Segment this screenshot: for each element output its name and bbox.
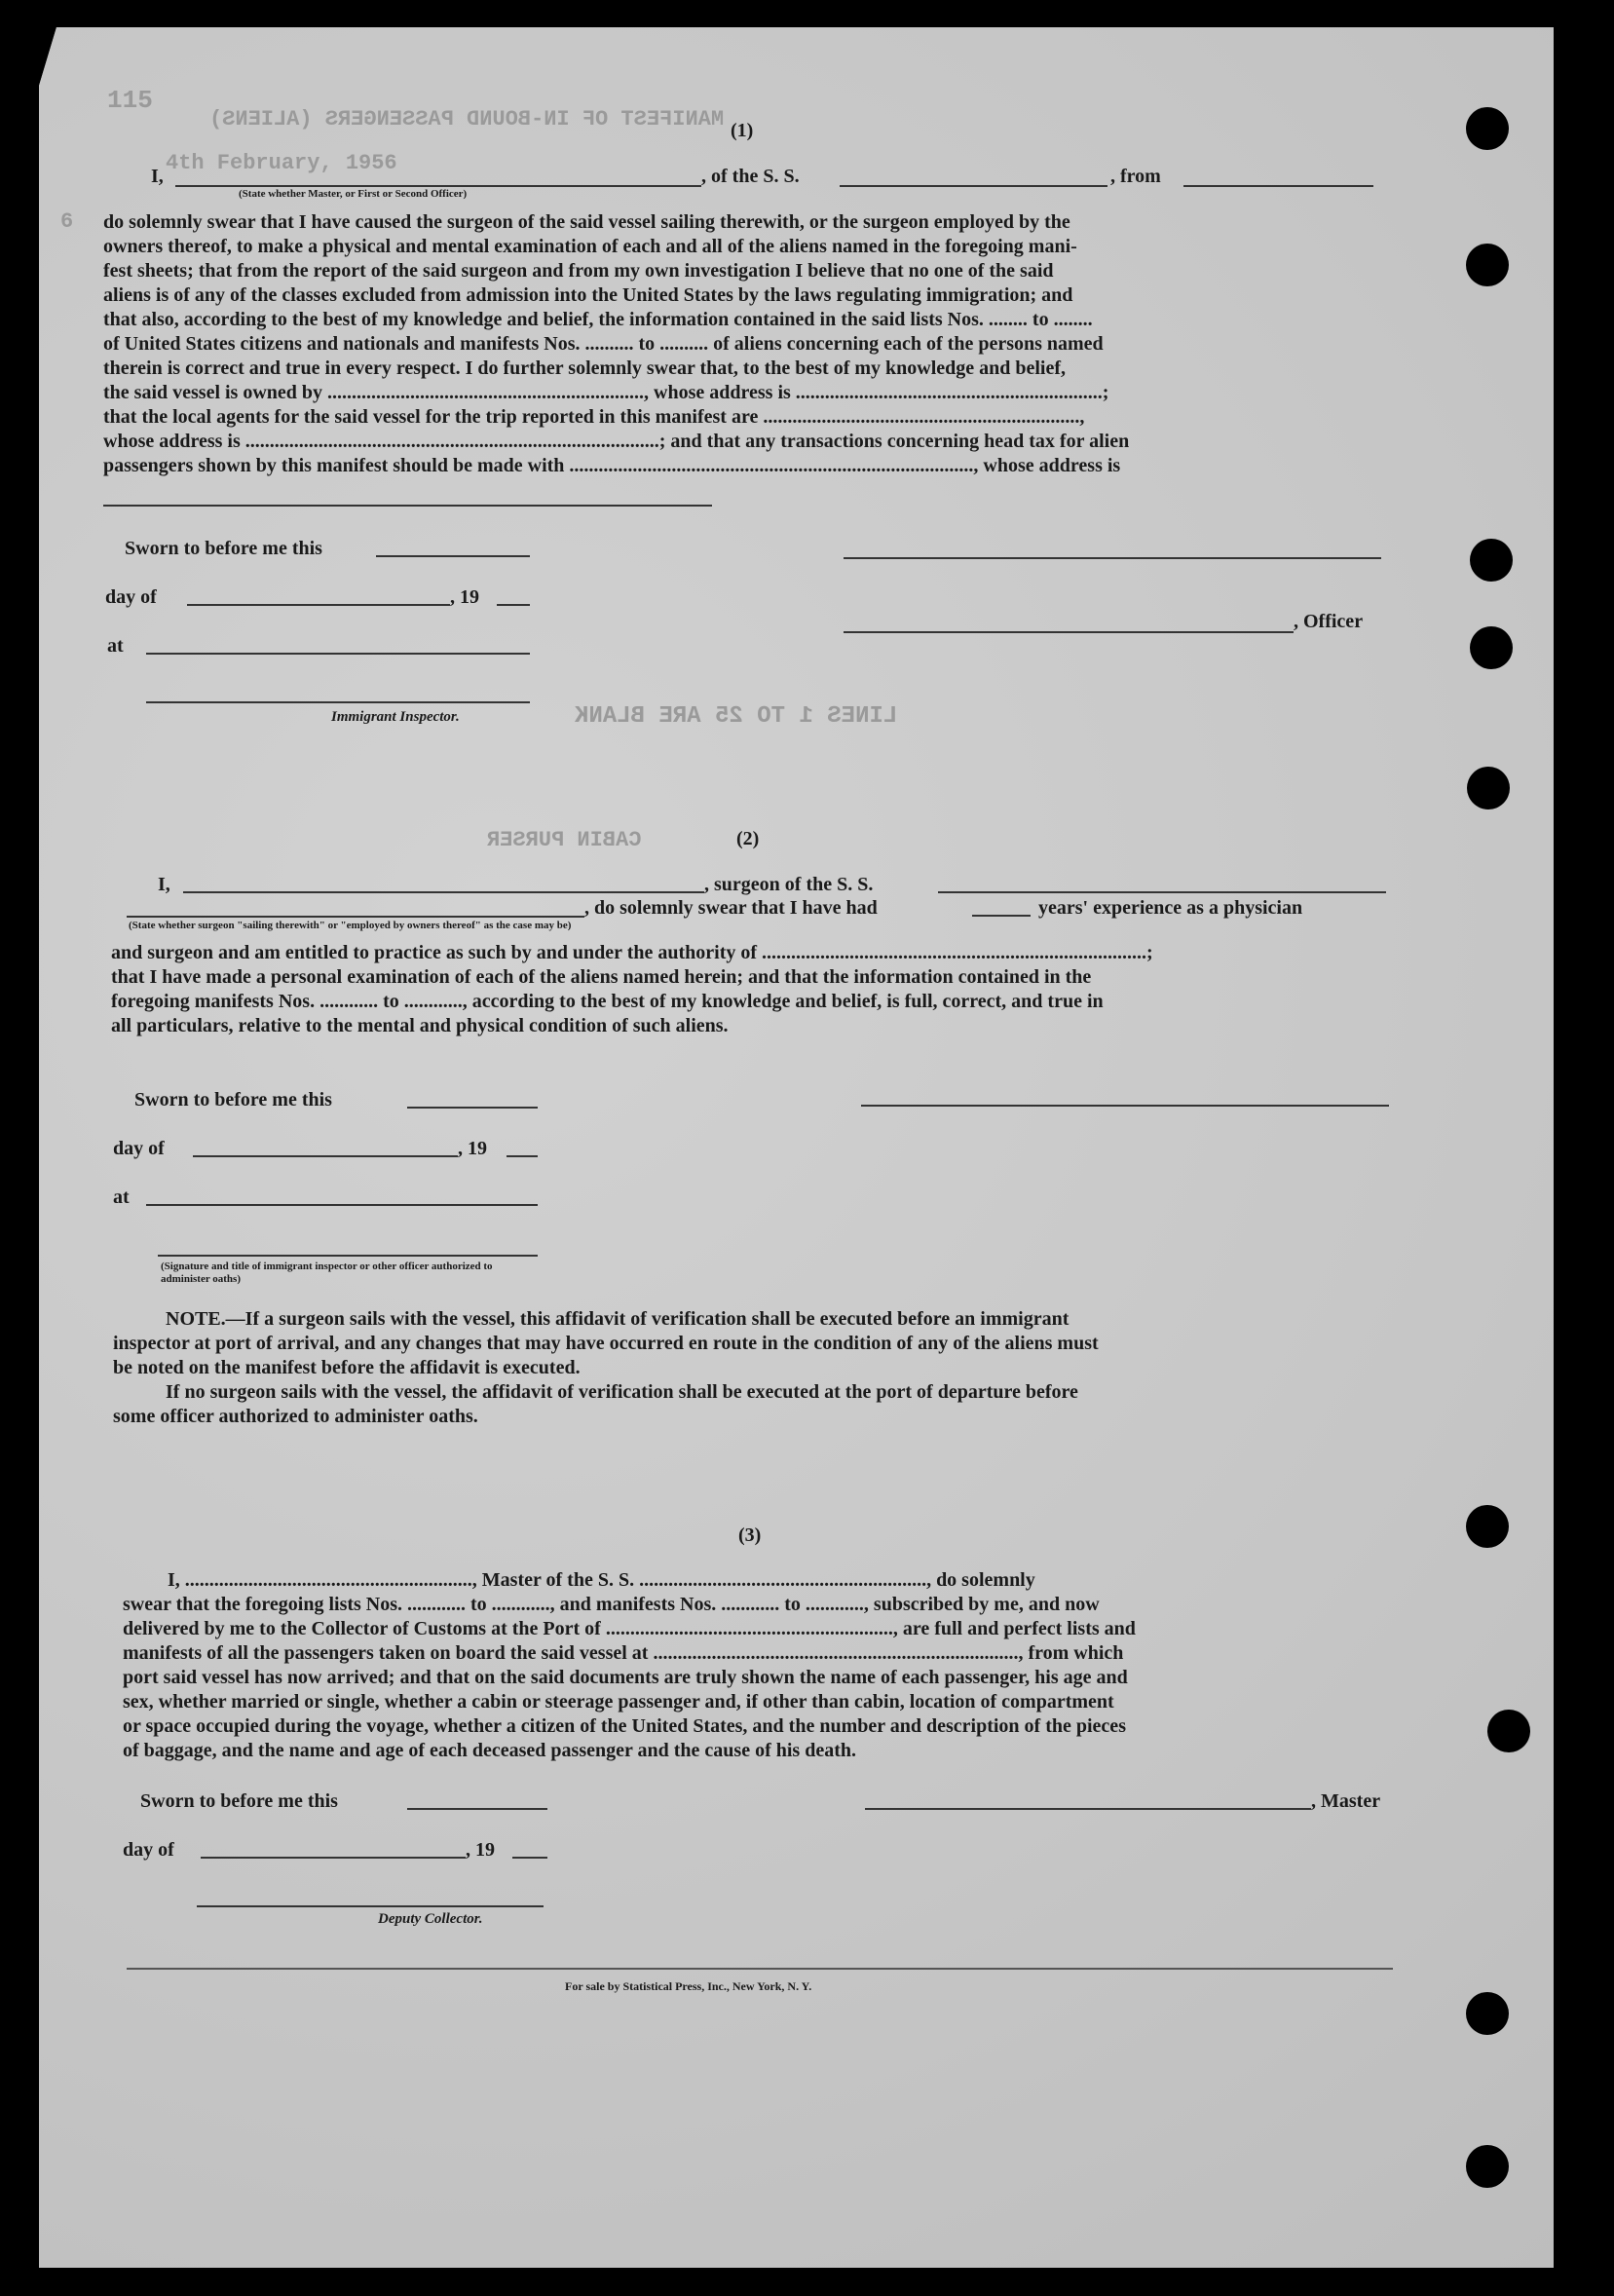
section-2-sworn-label: Sworn to before me this: [134, 1089, 332, 1110]
section-2-i-label: I,: [158, 874, 170, 895]
section-1-day-label: day of: [105, 586, 157, 608]
section-3-oath-paragraph: I, ..........................................................., Master of the S. S. ..........................................................., do solemnly swear that the foregoing lists Nos. ............ to ............, and manifests Nos. ............ to ............, subscribed by me, and now delivered by me to the Collector of Customs at the Port of ..........................................................., are full and perfect lists and manifests of all the passengers taken on board the said vessel at ..........................................................................., from which port said vessel has now arrived; and that on the said documents are truly shown the name of each passenger, his age and sex, whether married or single, whether a cabin or steerage passenger and, if other than cabin, location of compartment or space occupied during the voyage, whether a citizen of the United States, and the number and description of the pieces of baggage, and the name and age of each deceased passenger and the cause of his death.: [123, 1569, 1136, 1761]
section-2-note: NOTE.—If a surgeon sails with the vessel, this affidavit of verification shall be executed before an immigrant inspector at port of arrival, and any changes that may have occurred en route in the condition of any of the aliens must be noted on the manifest before the affidavit is executed. If no surgeon sails with the vessel, the affidavit of verification shall be executed at the port of departure before some officer authorized to administer oaths.: [113, 1308, 1099, 1427]
margin-mark: 6: [60, 209, 74, 234]
binder-hole: [1466, 244, 1509, 286]
immigrant-inspector-caption: Immigrant Inspector.: [331, 709, 460, 725]
section-1-number: (1): [731, 120, 754, 141]
date-stamp: 4th February, 1956: [166, 151, 397, 175]
section-2-signature-caption: (Signature and title of immigrant inspector or other officer authorized to administer oaths): [161, 1261, 493, 1285]
section-1-i-label: I,: [151, 166, 164, 187]
section-1-year-label: , 19: [450, 586, 479, 608]
section-2-swear-label: , do solemnly swear that I have had: [584, 897, 878, 919]
section-1-officer-caption: (State whether Master, or First or Second Officer): [239, 188, 468, 200]
binder-hole: [1466, 107, 1509, 150]
section-2-day-label: day of: [113, 1138, 165, 1159]
section-1-ss-label: , of the S. S.: [701, 166, 800, 187]
lines-blank-stamp: LINES 1 TO 25 ARE BLANK: [575, 703, 898, 730]
binder-hole: [1467, 767, 1510, 809]
section-2-number: (2): [736, 828, 760, 849]
section-3-master-label: , Master: [1311, 1790, 1381, 1812]
section-2-year-label: , 19: [458, 1138, 487, 1159]
section-1-at-label: at: [107, 635, 124, 657]
binder-hole: [1466, 1505, 1509, 1548]
binder-hole: [1470, 539, 1513, 582]
section-2-experience-label: years' experience as a physician: [1038, 897, 1303, 919]
section-2-surgeon-caption: (State whether surgeon "sailing therewith" or "employed by owners thereof" as the case may be): [129, 920, 572, 931]
footer-divider: [127, 1968, 1393, 1970]
manifest-title-stamp: MANIFEST OF IN-BOUND PASSENGERS (ALIENS): [209, 107, 725, 132]
binder-hole: [1466, 2145, 1509, 2188]
binder-hole: [1487, 1710, 1530, 1752]
section-1-oath-paragraph: do solemnly swear that I have caused the surgeon of the said vessel sailing therewith, or the surgeon employed by the owners thereof, to make a physical and mental examination of each and all of the aliens named in the foregoing mani- fest sheets; that from the report of the said surgeon and from my own investigation I believe that no one of the said aliens is of any of the classes excluded from admission into the United States by the laws regulating immigration; and that also, according to the best of my knowledge and belief, the information contained in the said lists Nos. ........ to ........ of United States citizens and nationals and manifests Nos. .......... to .......... of aliens concerning each of the persons named therein is correct and true in every respect. I do further solemnly swear that, to the best of my knowledge and belief, the said vessel is owned by ................................................................., whose address is ...............................................................; that the local agents for the said vessel for the trip reported in this manifest are ................................................................., whose address is .....................................................................................; and that any transactions concerning head tax for alien passengers shown by this manifest should be made with ..................................................................................., whose address is: [103, 211, 1130, 476]
section-3-year-label: , 19: [466, 1839, 495, 1861]
section-3-day-label: day of: [123, 1839, 174, 1861]
section-3-number: (3): [738, 1524, 762, 1546]
printer-footer: For sale by Statistical Press, Inc., New York, N. Y.: [565, 1979, 812, 1993]
section-1-from-label: , from: [1110, 166, 1161, 187]
section-1-officer-label: , Officer: [1294, 611, 1364, 632]
section-2-at-label: at: [113, 1186, 130, 1208]
deputy-collector-caption: Deputy Collector.: [378, 1911, 483, 1927]
section-2-oath-paragraph: and surgeon and am entitled to practice as such by and under the authority of ...............................................................................; that I have made a personal examination of each of the aliens named herein; and that the information contained in the foregoing manifests Nos. ............ to ............, according to the best of my knowledge and belief, is full, correct, and true in all particulars, relative to the mental and physical condition of such aliens.: [111, 942, 1153, 1036]
section-1-sworn-label: Sworn to before me this: [125, 538, 322, 559]
section-3-sworn-label: Sworn to before me this: [140, 1790, 338, 1812]
section-2-surgeon-label: , surgeon of the S. S.: [704, 874, 874, 895]
binder-hole: [1470, 626, 1513, 669]
manifest-number-stamp: 115: [107, 86, 153, 115]
binder-hole: [1466, 1992, 1509, 2035]
cabin-purser-stamp: CABIN PURSER: [487, 828, 642, 852]
